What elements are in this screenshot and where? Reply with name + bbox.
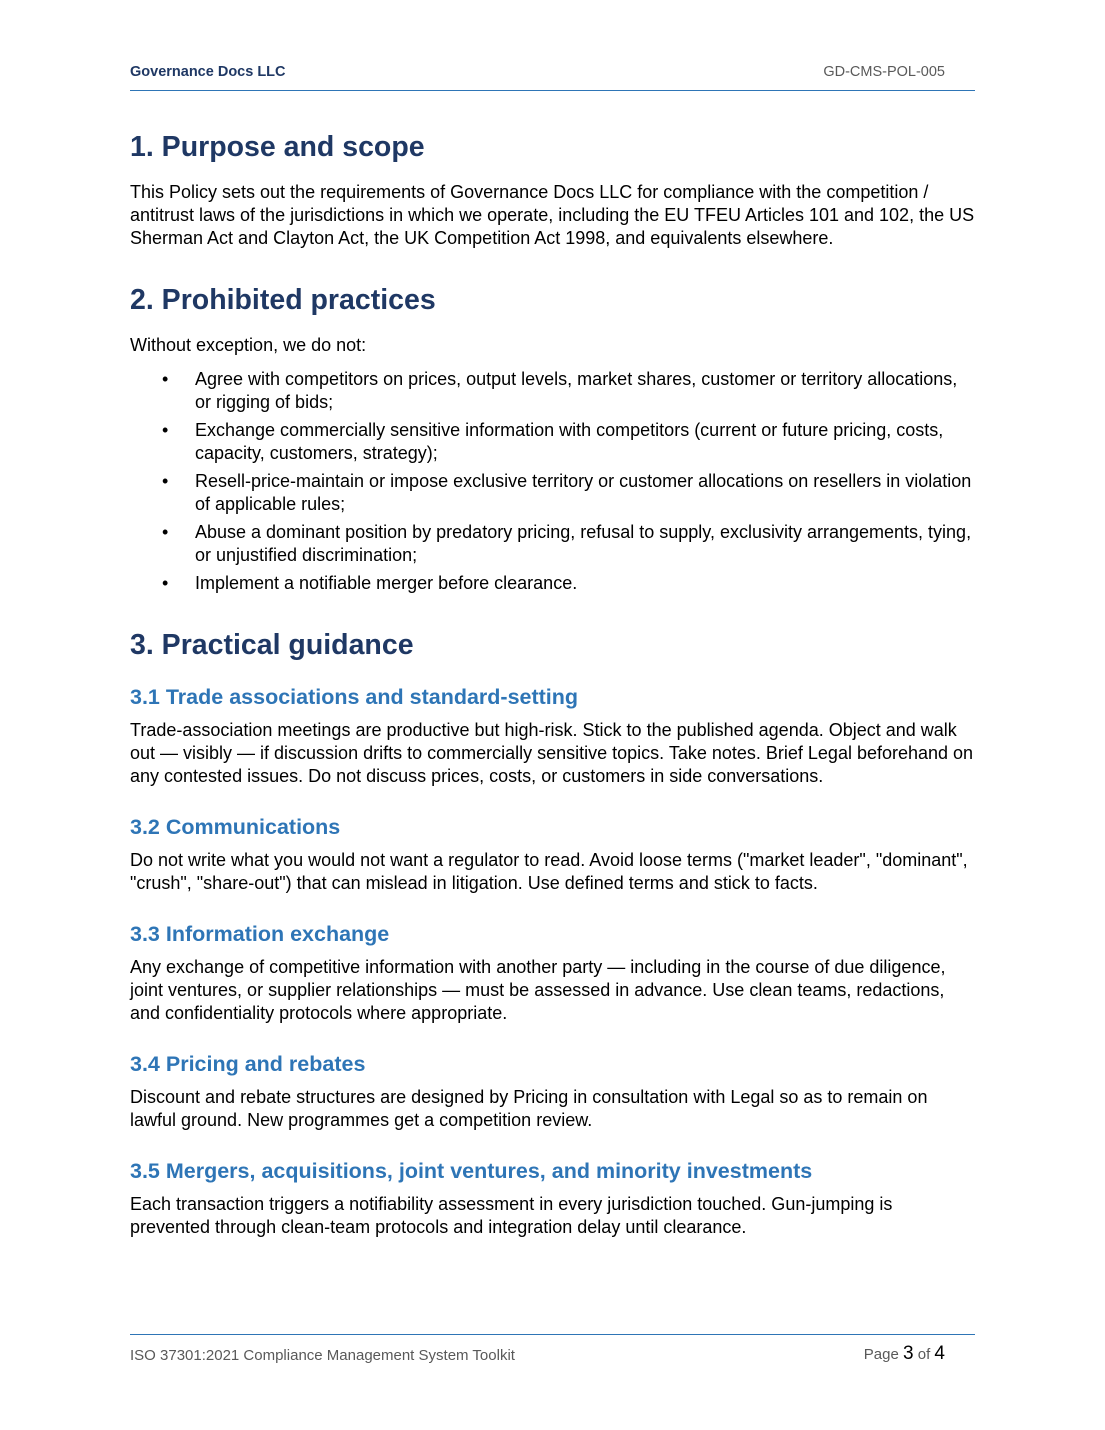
subsection-pricing-rebates (130, 1050, 975, 1132)
bullet-icon: • (162, 369, 169, 389)
prohibited-list (130, 368, 975, 595)
section-purpose (130, 130, 975, 250)
list-item (130, 572, 975, 595)
bullet-icon: • (162, 471, 169, 491)
header-divider (130, 90, 975, 91)
list-item-text: Implement a notifiable merger before clearance. (195, 573, 578, 593)
subsection-mergers-acquisitions (130, 1157, 975, 1239)
page-label: Page (863, 1346, 899, 1363)
subsection-body: Each transaction triggers a notifiability assessment in every jurisdiction touched. Gun-jumping is prevented through clean-team protocols and integration delay until clearance. (130, 1194, 893, 1237)
subsection-title: 3.1 Trade associations and standard-setting (130, 685, 579, 709)
list-item (130, 521, 975, 567)
list-item (130, 419, 975, 465)
subsection-title: 3.2 Communications (130, 815, 341, 839)
section-title: 1. Purpose and scope (130, 131, 425, 163)
subsection-title: 3.3 Information exchange (130, 922, 390, 946)
section-body: This Policy sets out the requirements of Governance Docs LLC for compliance with the competition / antitrust laws of the jurisdictions in which we operate, including the EU TFEU Articles 101 and 102, the US Sherman Act and Clayton Act, the UK Competition Act 1998, and equivalents elsewhere. (130, 182, 975, 248)
subsection-trade-associations (130, 683, 975, 788)
list-item-text: Agree with competitors on prices, output levels, market shares, customer or territory allocations, or rigging of bids; (195, 369, 958, 412)
page-total: 4 (934, 1343, 945, 1364)
list-item (130, 470, 975, 516)
page-header (130, 64, 975, 84)
list-item-text: Exchange commercially sensitive information with competitors (current or future pricing, costs, capacity, customers, strategy); (195, 420, 944, 463)
subsection-communications (130, 813, 975, 895)
section-prohibited-practices (130, 283, 975, 595)
page-body (130, 130, 975, 1264)
subsection-body: Trade-association meetings are productive but high-risk. Stick to the published agenda. Object and walk out — visibly — if discussion drifts to commercially sensitive topics. Take notes. Brief Legal beforehand on any contested issues. Do not discuss prices, costs, or customers in side conversations. (130, 720, 974, 786)
page-number (864, 1343, 945, 1365)
subsection-title: 3.4 Pricing and rebates (130, 1052, 366, 1076)
bullet-icon: • (162, 573, 169, 593)
subsection-information-exchange (130, 920, 975, 1025)
subsection-body: Any exchange of competitive information with another party — including in the course of due diligence, joint ventures, or supplier relationships — must be assessed in advance. Use clean teams, redactions, and confidentiality protocols where appropriate. (130, 957, 946, 1023)
list-item-text: Resell-price-maintain or impose exclusive territory or customer allocations on resellers in violation of applicable rules; (195, 471, 972, 514)
bullet-icon: • (162, 420, 169, 440)
subsection-body: Discount and rebate structures are designed by Pricing in consultation with Legal so as to remain on lawful ground. New programmes get a competition review. (130, 1087, 928, 1130)
subsection-title: 3.5 Mergers, acquisitions, joint ventures, and minority investments (130, 1159, 813, 1183)
list-item (130, 368, 975, 414)
subsection-body: Do not write what you would not want a regulator to read. Avoid loose terms ("market leader", "dominant", "crush", "share-out") that can mislead in litigation. Use defined terms and stick to facts. (130, 850, 968, 893)
bullet-icon: • (162, 522, 169, 542)
footer-divider (130, 1334, 975, 1335)
footer-toolkit-title: ISO 37301:2021 Compliance Management System Toolkit (130, 1347, 515, 1364)
page-current: 3 (902, 1343, 914, 1364)
header-company: Governance Docs LLC (130, 64, 286, 80)
section-intro: Without exception, we do not: (130, 335, 367, 355)
document-page (130, 0, 975, 1430)
page-of: of (917, 1346, 931, 1363)
section-title: 2. Prohibited practices (130, 284, 436, 316)
header-doc-id: GD-CMS-POL-005 (823, 64, 945, 80)
list-item-text: Abuse a dominant position by predatory pricing, refusal to supply, exclusivity arrangements, tying, or unjustified discrimination; (195, 522, 972, 565)
section-practical-guidance (130, 628, 975, 1239)
section-title: 3. Practical guidance (130, 629, 414, 661)
